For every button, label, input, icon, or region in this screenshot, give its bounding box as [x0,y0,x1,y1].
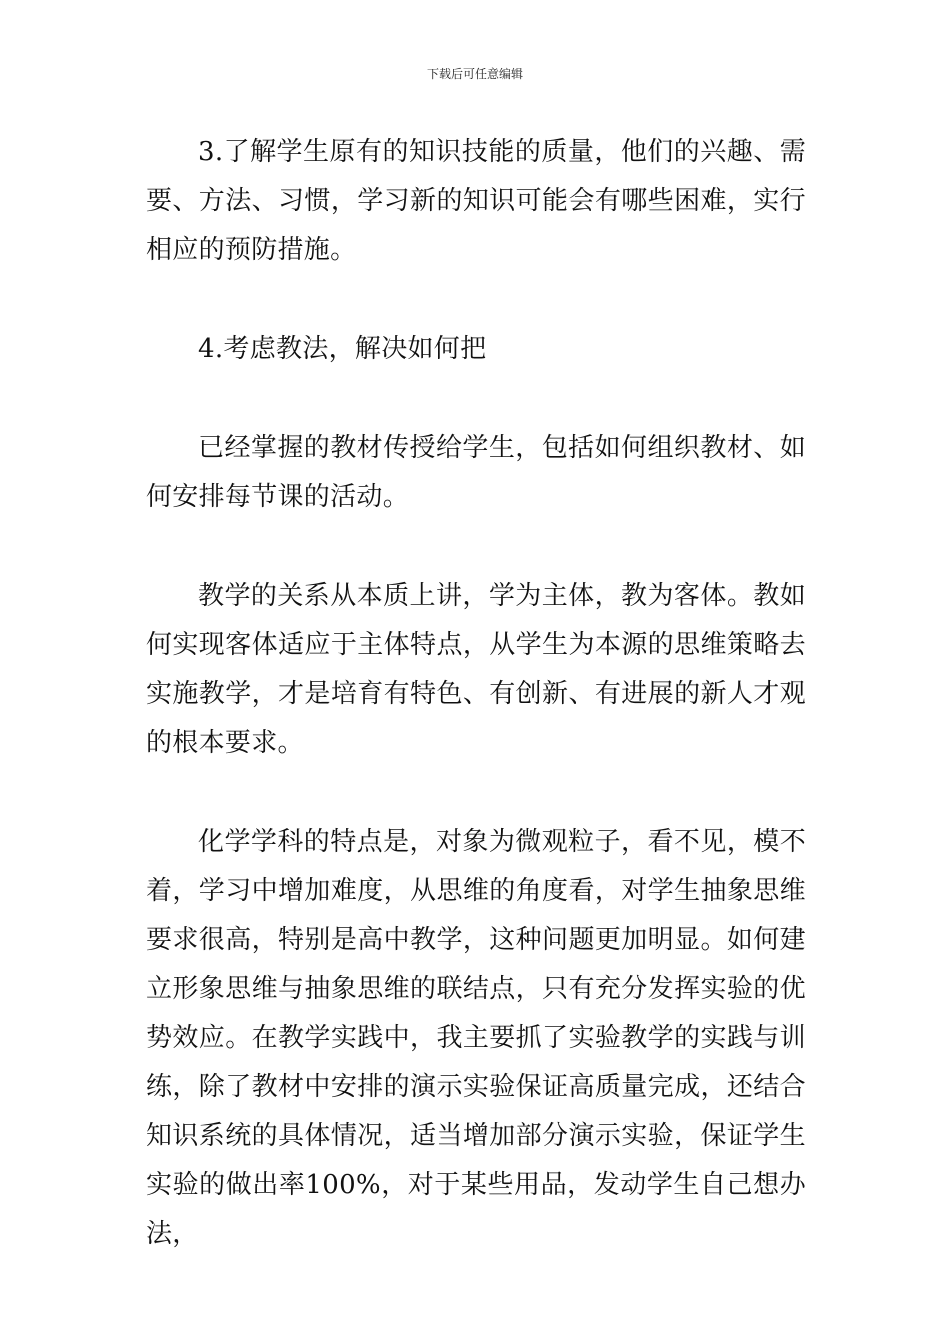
document-body [146,128,806,1259]
paragraph-4: 教学的关系从本质上讲，学为主体，教为客体。教如何实现客体适应于主体特点，从学生为本源的思维策略去实施教学，才是培育有特色、有创新、有进展的新人才观的根本要求。 [146,581,806,758]
paragraph-1: 3.了解学生原有的知识技能的质量，他们的兴趣、需要、方法、习惯，学习新的知识可能会有哪些困难，实行相应的预防措施。 [146,137,806,265]
paragraph-2: 4.考虑教法，解决如何把 [198,334,487,364]
paragraph-5: 化学学科的特点是，对象为微观粒子，看不见，模不着，学习中增加难度，从思维的角度看，对学生抽象思维要求很高，特别是高中教学，这种问题更加明显。如何建立形象思维与抽象思维的联结点，只有充分发挥实验的优势效应。在教学实践中，我主要抓了实验教学的实践与训练，除了教材中安排的演示实验保证高质量完成，还结合知识系统的具体情况，适当增加部分演示实验，保证学生实验的做出率100%，对于某些用品，发动学生自己想办法， [146,827,806,1249]
paragraph-3: 已经掌握的教材传授给学生，包括如何组织教材、如何安排每节课的活动。 [146,433,806,512]
page-header: 下载后可任意编辑 [426,67,523,81]
